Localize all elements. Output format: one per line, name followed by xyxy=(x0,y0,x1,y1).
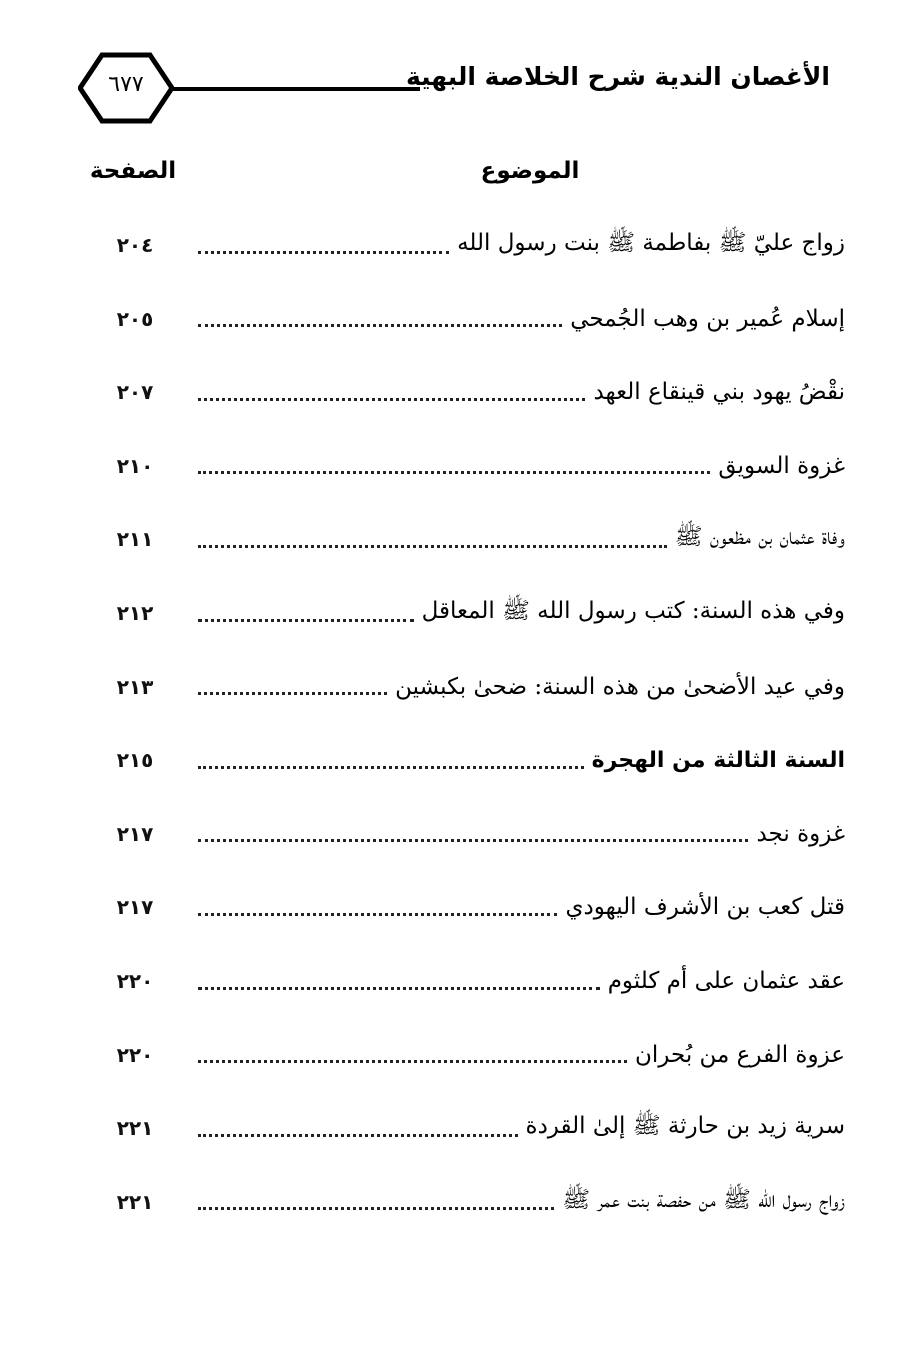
dot-leader xyxy=(198,987,600,990)
toc-entry-page: ٢١٢ xyxy=(116,601,154,625)
header-rule xyxy=(170,87,420,91)
toc-entry xyxy=(100,882,845,932)
toc-entry-title: سرية زيد بن حارثة ﷺ إلىٰ القردة xyxy=(525,1113,845,1140)
book-title: الأغصان الندية شرح الخلاصة البهية xyxy=(405,62,830,91)
toc-entry xyxy=(100,1103,845,1153)
toc-entry xyxy=(100,441,845,491)
toc-entry-title: نقْضُ يهود بني قينقاع العهد xyxy=(593,379,845,406)
toc-entry xyxy=(100,294,845,344)
dot-leader xyxy=(198,692,387,695)
dot-leader xyxy=(198,545,667,548)
toc-entry-title: عزوة الفرع من بُحران xyxy=(635,1041,845,1068)
toc-entry xyxy=(100,735,845,785)
toc-entry xyxy=(100,514,845,564)
dot-leader xyxy=(198,839,748,842)
toc-entry xyxy=(100,367,845,417)
toc-entry-title: زواج رسول الله ﷺ من حفصة بنت عمر ﷺ xyxy=(562,1186,845,1213)
toc-entry xyxy=(100,220,845,270)
page-number-badge xyxy=(78,52,174,124)
toc-entry-title: عقد عثمان على أم كلثوم xyxy=(607,968,845,994)
dot-leader xyxy=(198,1207,554,1210)
toc-entry-title: غزوة السويق xyxy=(718,452,845,479)
toc-entry-page: ٢٢١ xyxy=(116,1189,154,1214)
toc-entry-page: ٢٠٧ xyxy=(116,380,154,405)
toc-entry-title: قتل كعب بن الأشرف اليهودي xyxy=(565,894,845,921)
toc-entry-title: إسلام عُمير بن وهب الجُمحي xyxy=(570,305,845,332)
toc-entry xyxy=(100,1177,845,1227)
toc-entry-page: ٢٠٤ xyxy=(116,233,154,257)
toc-entry-page: ٢٢٠ xyxy=(116,969,154,993)
toc-entry-title: السنة الثالثة من الهجرة xyxy=(591,747,845,773)
toc-entry-title: غزوة نجد xyxy=(756,820,845,847)
toc-entry-page: ٢١٠ xyxy=(116,453,154,478)
toc-entry-page: ٢٠٥ xyxy=(116,306,154,331)
toc-entry-title: وفاة عثمان بن مظعون ﷺ xyxy=(674,524,845,551)
dot-leader xyxy=(198,324,562,327)
dot-leader xyxy=(198,913,557,916)
dot-leader xyxy=(198,251,449,254)
toc-entry-page: ٢٢٠ xyxy=(116,1042,154,1067)
toc-entry-page: ٢٢١ xyxy=(116,1116,154,1141)
topic-column-heading: الموضوع xyxy=(480,158,580,184)
page-column-heading: الصفحة xyxy=(89,158,177,184)
dot-leader xyxy=(198,619,414,622)
dot-leader xyxy=(198,766,584,769)
toc-entry xyxy=(100,956,845,1006)
toc-entry-title: وفي عيد الأضحىٰ من هذه السنة: ضحىٰ بكبشين xyxy=(395,673,845,700)
dot-leader xyxy=(198,398,585,401)
toc-entry xyxy=(100,809,845,859)
dot-leader xyxy=(198,1134,518,1137)
toc-entry-page: ٢١٣ xyxy=(116,674,154,699)
toc-entry-title: وفي هذه السنة: كتب رسول الله ﷺ المعاقل xyxy=(421,598,845,624)
toc-entry-page: ٢١١ xyxy=(116,527,154,552)
toc-entry-page: ٢١٥ xyxy=(116,748,154,773)
toc-entry-page: ٢١٧ xyxy=(116,895,154,920)
dot-leader xyxy=(198,1060,627,1063)
toc-entry-title: زواج عليّ ﷺ بفاطمة ﷺ بنت رسول الله xyxy=(457,230,845,256)
page-number: ٦٧٧ xyxy=(108,72,144,97)
toc-entry xyxy=(100,588,845,638)
toc-entry-page: ٢١٧ xyxy=(116,821,154,846)
running-header xyxy=(70,50,830,130)
toc-entry xyxy=(100,662,845,712)
toc-entry xyxy=(100,1030,845,1080)
dot-leader xyxy=(198,471,710,474)
